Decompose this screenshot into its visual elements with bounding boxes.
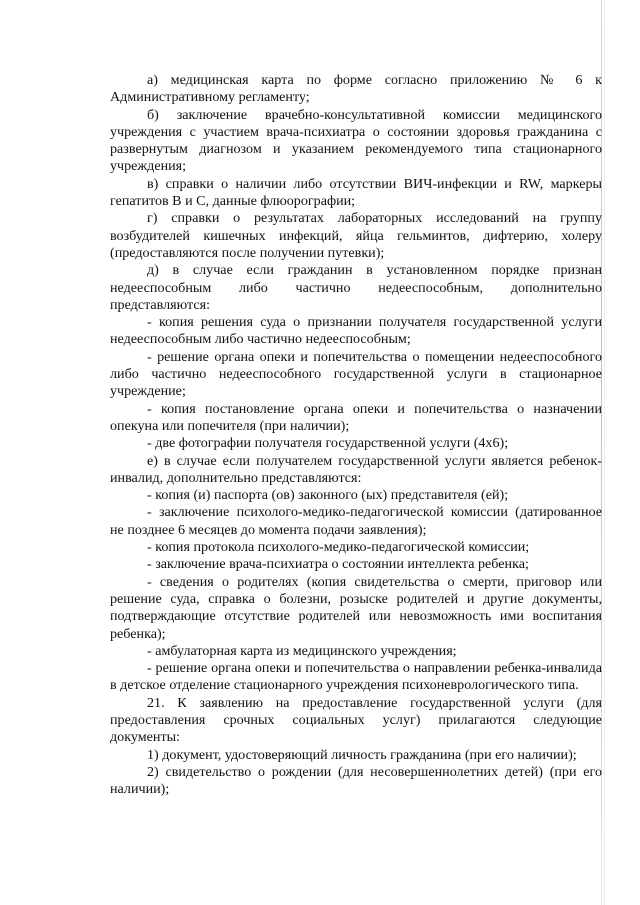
paragraph-e-disabled-child: е) в случае если получателем государственной услуги является ребенок-инвалид, дополнительно представляются:	[110, 452, 602, 486]
paragraph-g-lab-results: г) справки о результатах лабораторных исследований на группу возбудителей кишечных инфекций, яйца гельминтов, дифтерию, холеру (предоставляются после получении путевки);	[110, 210, 602, 261]
list-item-photos: - две фотографии получателя государственной услуги (4х6);	[147, 435, 509, 452]
paragraph-a-medical-card: а) медицинская карта по форме согласно приложению № 6 к Административному регламенту;	[110, 72, 602, 106]
list-item-psychiatrist-conclusion: - заключение врача-психиатра о состоянии интеллекта ребенка;	[147, 556, 529, 573]
paragraph-b-commission-conclusion: б) заключение врачебно-консультативной комиссии медицинского учреждения с участием врача-психиатра о состоянии здоровья гражданина с развернутым диагнозом и указанием рекомендуемого типа стационарного учреждения;	[110, 106, 602, 175]
list-item-guardianship-referral: - решение органа опеки и попечительства о направлении ребенка-инвалида в детское отделение стационарного учреждения психоневрологического типа.	[110, 660, 602, 694]
paragraph-d-incapacitated: д) в случае если гражданин в установленном порядке признан недееспособным либо частично недееспособным, дополнительно представляются:	[110, 262, 602, 313]
list-item-pmpk-protocol: - копия протокола психолого-медико-педагогической комиссии;	[147, 539, 530, 556]
list-item-court-decision: - копия решения суда о признании получателя государственной услуги недееспособным либо частично недееспособным;	[110, 314, 602, 348]
list-item-guardianship-decision: - решение органа опеки и попечительства о помещении недееспособного либо частично недееспособного государственной услуги в стационарное учреждение;	[110, 348, 602, 400]
document-body	[110, 72, 602, 798]
list-item-pmpk-conclusion: - заключение психолого-медико-педагогической комиссии (датированное не позднее 6 месяцев до момента подачи заявления);	[110, 504, 602, 538]
list-item-birth-certificate: 2) свидетельство о рождении (для несовершеннолетних детей) (при его наличии);	[110, 763, 602, 798]
list-item-parents-info: - сведения о родителях (копия свидетельства о смерти, приговор или решение суда, справка о болезни, розыске родителей и другие документы, подтверждающие отсутствие родителей или невозможность ими воспитания ребенка);	[110, 573, 602, 642]
list-item-passport-copies: - копия (и) паспорта (ов) законного (ых) представителя (ей);	[147, 487, 509, 504]
paragraph-v-hiv-certificates: в) справки о наличии либо отсутствии ВИЧ-инфекции и RW, маркеры гепатитов В и С, данные флюорографии;	[110, 175, 602, 210]
scan-edge-shadow	[604, 0, 605, 905]
list-item-identity-document: 1) документ, удостоверяющий личность гражданина (при его наличии);	[147, 746, 577, 763]
list-item-guardian-appointment: - копия постановление органа опеки и попечительства о назначении опекуна или попечителя (при наличии);	[110, 400, 602, 434]
paragraph-21-attachments: 21. К заявлению на предоставление государственной услуги (для предоставления срочных социальных услуг) прилагаются следующие документы:	[110, 694, 602, 746]
list-item-outpatient-card: - амбулаторная карта из медицинского учреждения;	[147, 642, 457, 659]
